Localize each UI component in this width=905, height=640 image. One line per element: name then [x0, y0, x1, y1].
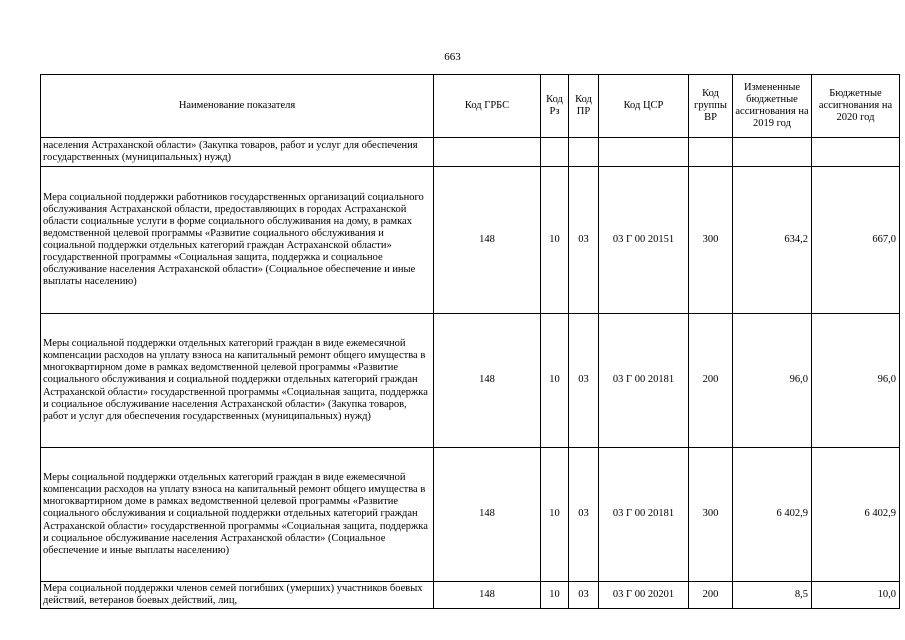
- cell-pr: [569, 138, 599, 167]
- cell-vr: 200: [689, 314, 733, 448]
- header-name: Наименование показателя: [41, 75, 434, 138]
- cell-pr: 03: [569, 448, 599, 582]
- cell-name: Мера социальной поддержки работников государственных организаций социального обслуживания Астраханской области, предоставляющих в городах Астраханской области социальные услуги в форме социального обслуживания на дому, в рамках ведомственной целевой программы «Развитие социального обслуживания и социальной поддержки отдельных категорий граждан Астраханской области» государственной программы «Социальная защита, поддержка и социальное обслуживание населения Астраханской области» (Социальное обеспечение и иные выплаты населению): [41, 167, 434, 314]
- header-rz: Код Рз: [541, 75, 569, 138]
- cell-csr: [599, 138, 689, 167]
- cell-csr: 03 Г 00 20181: [599, 448, 689, 582]
- cell-vr: 300: [689, 448, 733, 582]
- header-pr: Код ПР: [569, 75, 599, 138]
- cell-name: Меры социальной поддержки отдельных категорий граждан в виде ежемесячной компенсации расходов на уплату взноса на капитальный ремонт общего имущества в многоквартирном доме в рамках ведомственной целевой программы «Развитие социального обслуживания и социальной поддержки отдельных категорий граждан Астраханской области» государственной программы «Социальная защита, поддержка и социальное обслуживание населения Астраханской области» (Закупка товаров, работ и услуг для обеспечения государственных (муниципальных) нужд): [41, 314, 434, 448]
- cell-grbs: [434, 138, 541, 167]
- table-row: [41, 167, 900, 314]
- cell-rz: 10: [541, 448, 569, 582]
- cell-2020: [812, 138, 900, 167]
- cell-csr: 03 Г 00 20181: [599, 314, 689, 448]
- table-row: [41, 314, 900, 448]
- cell-pr: 03: [569, 314, 599, 448]
- cell-2019: 6 402,9: [733, 448, 812, 582]
- cell-2019: [733, 138, 812, 167]
- cell-vr: 300: [689, 167, 733, 314]
- cell-csr: 03 Г 00 20201: [599, 582, 689, 609]
- cell-2020: 96,0: [812, 314, 900, 448]
- cell-rz: [541, 138, 569, 167]
- cell-2019: 8,5: [733, 582, 812, 609]
- header-grbs: Код ГРБС: [434, 75, 541, 138]
- table-row: [41, 582, 900, 609]
- cell-grbs: 148: [434, 314, 541, 448]
- cell-pr: 03: [569, 582, 599, 609]
- cell-name: населения Астраханской области» (Закупка товаров, работ и услуг для обеспечения государственных (муниципальных) нужд): [41, 138, 434, 167]
- cell-rz: 10: [541, 314, 569, 448]
- cell-name: Мера социальной поддержки членов семей погибших (умерших) участников боевых действий, ветеранов боевых действий, лиц,: [41, 582, 434, 609]
- cell-2019: 96,0: [733, 314, 812, 448]
- cell-2020: 6 402,9: [812, 448, 900, 582]
- cell-grbs: 148: [434, 582, 541, 609]
- table-row-continuation: [41, 138, 900, 167]
- cell-2020: 667,0: [812, 167, 900, 314]
- header-vr: Код группы ВР: [689, 75, 733, 138]
- cell-vr: 200: [689, 582, 733, 609]
- header-2019: Измененные бюджетные ассигнования на 2019 год: [733, 75, 812, 138]
- header-csr: Код ЦСР: [599, 75, 689, 138]
- cell-pr: 03: [569, 167, 599, 314]
- cell-csr: 03 Г 00 20151: [599, 167, 689, 314]
- cell-2020: 10,0: [812, 582, 900, 609]
- cell-name: Меры социальной поддержки отдельных категорий граждан в виде ежемесячной компенсации расходов на уплату взноса на капитальный ремонт общего имущества в многоквартирном доме в рамках ведомственной целевой программы «Развитие социального обслуживания и социальной поддержки отдельных категорий граждан Астраханской области» государственной программы «Социальная защита, поддержка и социальное обслуживание населения Астраханской области» (Социальное обеспечение и иные выплаты населению): [41, 448, 434, 582]
- cell-rz: 10: [541, 167, 569, 314]
- table-header-row: [41, 75, 900, 138]
- cell-2019: 634,2: [733, 167, 812, 314]
- cell-vr: [689, 138, 733, 167]
- cell-grbs: 148: [434, 167, 541, 314]
- budget-allocation-table: [40, 74, 900, 609]
- table-row: [41, 448, 900, 582]
- header-2020: Бюджетные ассигнования на 2020 год: [812, 75, 900, 138]
- page-number: 663: [444, 51, 461, 63]
- cell-rz: 10: [541, 582, 569, 609]
- cell-grbs: 148: [434, 448, 541, 582]
